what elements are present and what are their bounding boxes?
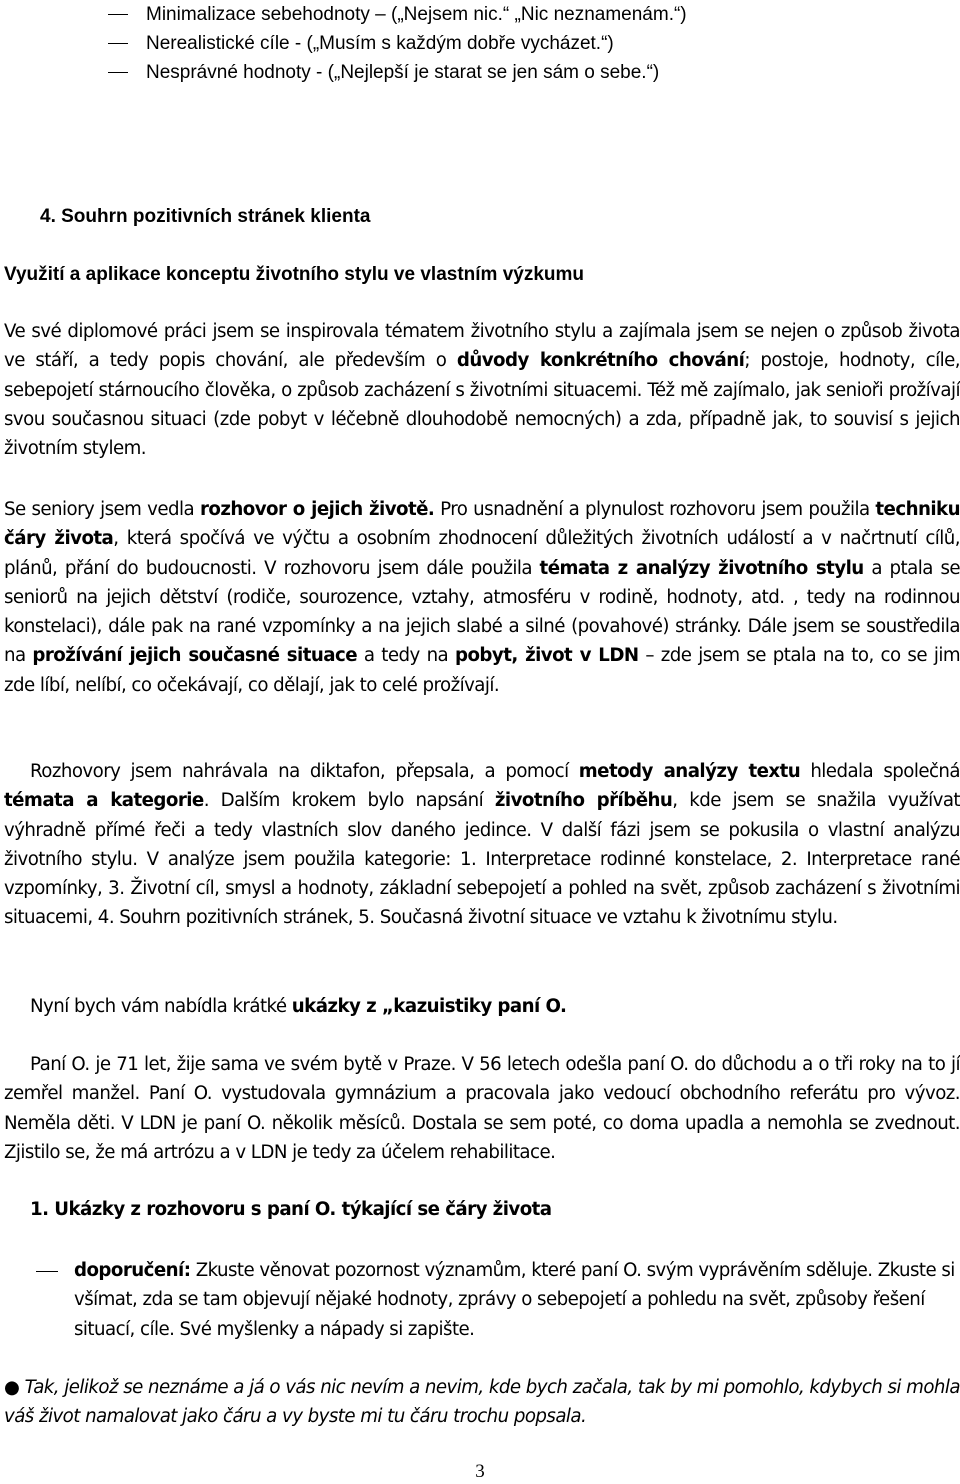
recommendation-item bbox=[4, 1256, 960, 1344]
case-subheading: 1. Ukázky z rozhovoru s paní O. týkající se čáry života bbox=[30, 1199, 552, 1220]
text-run: Ve své diplomové práci jsem se inspirovala tématem životního stylu a zajímala jsem se nejen o způsob života ve stáří, a tedy popis chování, ale především o bbox=[4, 321, 960, 372]
bold-run: témata z analýzy životního stylu bbox=[539, 557, 864, 579]
text-run: , která spočívá ve výčtu a osobním zhodnocení důležitých životních událostí a v načrtnutí cílů, plánů, přání do budoucnosti. V rozhovoru jsem dále použila bbox=[4, 528, 960, 579]
quote-text: Tak, jelikož se neznáme a já o vás nic nevím a nevim, kde bych začala, tak by mi pomohlo, kdybych si mohla váš život namalovat jako čáru a vy byste mi tu čáru trochu popsala. bbox=[4, 1377, 960, 1428]
list-item bbox=[0, 29, 687, 58]
bold-run: témata a kategorie bbox=[4, 790, 204, 812]
section-subheading: Využití a aplikace konceptu životního stylu ve vlastním výzkumu bbox=[4, 264, 585, 285]
text-run: ; postoje, hodnoty, cíle, sebepojetí stárnoucího člověka, o způsob zacházení s životními situacemi. Též mě zajímalo, jak senioři prožívají svou současnou situaci (zde pobyt v léčebně dlouhodobě nemocných) a zda, případně jak, to souvisí s jejich životním stylem. bbox=[4, 350, 960, 460]
text-run: Pro usnadnění a plynulost rozhovoru jsem použila bbox=[434, 499, 876, 520]
bold-run: techniku čáry života bbox=[4, 499, 960, 550]
bold-run: prožívání jejich současné situace bbox=[32, 645, 358, 667]
bold-run: důvody konkrétního chování bbox=[456, 350, 745, 372]
list-item-text: Minimalizace sebehodnoty – („Nejsem nic.“ „Nic neznamenám.“) bbox=[146, 4, 687, 25]
bold-run: ukázky z „kazuistiky paní O. bbox=[291, 996, 567, 1017]
interview-quote bbox=[4, 1373, 960, 1432]
text-run: a ptala se seniorů na jejich dětství (rodiče, sourozence, vztahy, atmosféru v rodině, hodnoty, atd. , tedy na rodinnou konstelaci), dále pak na rané vzpomínky a na jejich slabé a silné (povahové) stránky. Dále jsem se soustředila na bbox=[4, 557, 960, 667]
bold-run: rozhovor o jejich životě. bbox=[199, 499, 435, 520]
bold-run: pobyt, život v LDN bbox=[455, 645, 639, 667]
dash-bullet-icon bbox=[36, 1271, 58, 1272]
bullet-icon: ● bbox=[4, 1377, 20, 1398]
dash-bullet-icon bbox=[108, 14, 128, 15]
text-run: Rozhovory jsem nahrávala na diktafon, přepsala, a pomocí bbox=[30, 761, 579, 782]
bold-run: životního příběhu bbox=[494, 790, 673, 812]
text-run: Se seniory jsem vedla bbox=[4, 499, 200, 520]
text-run: a tedy na bbox=[357, 645, 455, 667]
dash-bullet-icon bbox=[108, 43, 128, 44]
text-run: hledala společná bbox=[800, 761, 960, 782]
paragraph-research bbox=[4, 317, 960, 463]
dash-bullet-icon bbox=[108, 72, 128, 73]
recommendation-label: doporučení: bbox=[74, 1260, 191, 1281]
paragraph-method bbox=[4, 757, 960, 933]
section-heading: 4. Souhrn pozitivních stránek klienta bbox=[40, 206, 371, 227]
list-item-text: Nerealistické cíle - („Musím s každým dobře vycházet.“) bbox=[146, 33, 614, 54]
text-run: Nyní bych vám nabídla krátké bbox=[30, 996, 292, 1017]
recommendation-text: Zkuste věnovat pozornost významům, které paní O. svým vyprávěním sděluje. Zkuste si všímat, zda se tam objevují nějaké hodnoty, zprávy o sebepojetí a pohledu na svět, způsoby řešení situací, cíle. Své myšlenky a nápady si zapište. bbox=[74, 1260, 955, 1340]
text-run: . Dalším krokem bylo napsání bbox=[203, 790, 495, 812]
list-item bbox=[0, 58, 687, 87]
list-item bbox=[0, 0, 687, 29]
text-run: , kde jsem se snažila využívat výhradně přímé řeči a tedy vlastních slov daného jedince. V další fázi jsem se pokusila o vlastní analýzu životního stylu. V analýze jsem použila kategorie: 1. Interpretace rodinné konstelace, 2. Interpretace rané vzpomínky, 3. Životní cíl, smysl a hodnoty, základní sebepojetí a pohled na svět, způsob zacházení s životními situacemi, 4. Souhrn pozitivních stránek, 5. Současná životní situace ve vztahu k životnímu stylu. bbox=[4, 790, 960, 929]
paragraph-intro-case bbox=[4, 992, 960, 1021]
attitude-list bbox=[0, 0, 687, 87]
paragraph-case-description: Paní O. je 71 let, žije sama ve svém bytě v Praze. V 56 letech odešla paní O. do důchodu a o tři roky na to jí zemřel manžel. Paní O. vystudovala gymnázium a pracovala jako vedoucí obchodního referátu pro vývoz. Neměla děti. V LDN je paní O. několik měsíců. Dostala se sem poté, co doma upadla a nemohla se zvednout. Zjistilo se, že má artrózu a v LDN je tedy za účelem rehabilitace. bbox=[4, 1054, 960, 1163]
page-number: 3 bbox=[475, 1461, 485, 1482]
bold-run: metody analýzy textu bbox=[578, 761, 801, 782]
text-run: – zde jsem se ptala na to, co se jim zde líbí, nelíbí, co očekávají, co dělají, jak to celé prožívají. bbox=[4, 645, 960, 696]
paragraph-interview bbox=[4, 495, 960, 700]
list-item-text: Nesprávné hodnoty - („Nejlepší je starat se jen sám o sebe.“) bbox=[146, 62, 660, 83]
